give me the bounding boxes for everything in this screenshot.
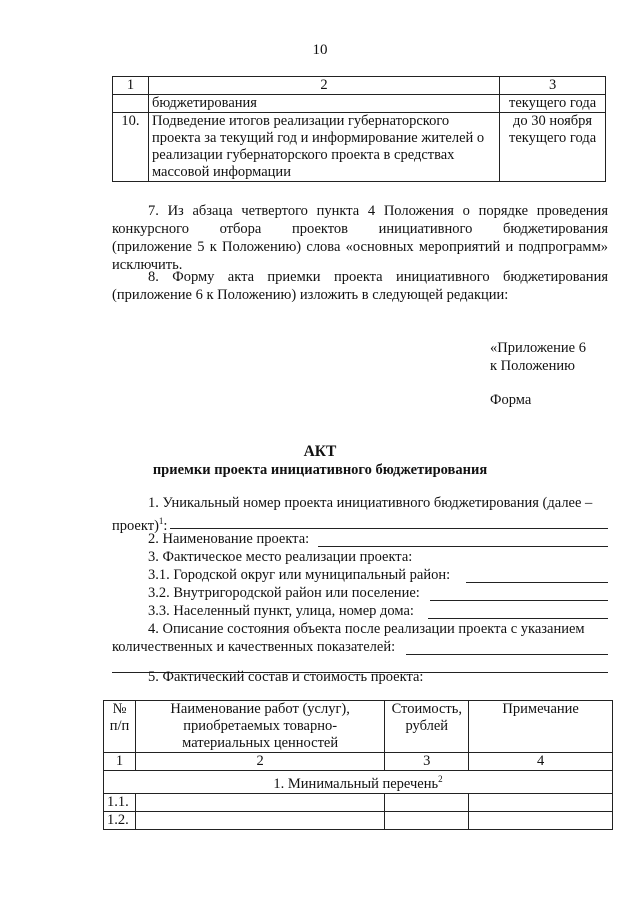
paragraph-line: (приложение 5 к Положению) слова «основных мероприятий и подпрограмм» [112,239,608,255]
row-text-line: массовой информации [151,164,291,180]
field-1-underline[interactable] [170,528,608,529]
header-line: № [112,701,127,717]
row-text-line: бюджетирования [151,95,257,111]
appendix-label: к Положению [490,358,575,374]
header-line: приобретаемых товарно- [183,718,338,734]
row-number: 10. [113,113,149,182]
field-1-text: проект) [112,517,159,534]
header-line: п/п [109,718,130,734]
row-number: 1.2. [104,811,136,829]
paragraph-line: конкурсного отбора проектов инициативного бюджетирования [112,221,608,237]
field-31-label: 3.1. Городской округ или муниципальный район: [148,567,451,583]
footnote-ref: 1 [158,516,164,526]
index-cell: 3 [385,753,469,771]
row-cell[interactable] [385,793,469,811]
col-header: 1 [113,77,149,95]
section-row [104,771,613,794]
field-2-label: 2. Наименование проекта: [148,531,310,547]
table-row [104,811,613,829]
col-header-note [469,701,613,753]
act-subtitle: приемки проекта инициативного бюджетирования [152,462,488,478]
col-header-num [104,701,136,753]
header-line: материальных ценностей [182,735,339,751]
field-32-underline[interactable] [430,600,608,601]
row-text-line: проекта за текущий год и информирование жителей о [151,130,485,146]
row-text [148,95,499,113]
field-4-underline[interactable] [406,654,608,655]
col-header-name [135,701,384,753]
row-term [500,113,606,182]
row-number: 1.1. [104,793,136,811]
page-number: 10 [312,42,328,58]
field-33-underline[interactable] [428,618,608,619]
row-term [500,95,606,113]
field-4-label: 4. Описание состояния объекта после реализации проекта с указанием [148,621,585,637]
table-header-row [113,77,606,95]
row-term-line: до 30 ноября [513,113,593,129]
row-text-line: реализации губернаторского проекта в средствах [151,147,455,163]
row-text-line: Подведение итогов реализации губернаторского [151,113,450,129]
section-heading [104,771,613,794]
field-32-label: 3.2. Внутригородской район или поселение: [148,585,420,601]
field-4-label-cont: количественных и качественных показателей: [112,639,396,655]
plan-table [112,76,606,182]
header-line: Примечание [502,701,579,717]
field-3-label: 3. Фактическое место реализации проекта: [148,549,413,565]
paragraph-7 [112,203,608,275]
row-term-line: текущего года [508,95,597,111]
header-line: Стоимость, [391,701,462,717]
table-row [104,793,613,811]
table-row [113,113,606,182]
table-header-row [104,701,613,753]
row-cell[interactable] [469,793,613,811]
col-header-cost [385,701,469,753]
field-1-label: 1. Уникальный номер проекта инициативного бюджетирования (далее – [148,495,593,511]
field-1-colon: : [163,517,168,534]
index-cell: 1 [104,753,136,771]
paragraph-8 [112,269,608,305]
form-label: Форма [490,392,532,408]
cost-table [103,700,613,830]
paragraph-line: (приложение 6 к Положению) изложить в следующей редакции: [112,287,509,303]
paragraph-line: исключить. [112,257,183,273]
field-33-label: 3.3. Населенный пункт, улица, номер дома: [148,603,414,619]
section-text: 1. Минимальный перечень [273,775,439,792]
row-text [148,113,499,182]
paragraph-line: 7. Из абзаца четвертого пункта 4 Положения о порядке проведения [148,203,608,219]
row-cell[interactable] [135,811,384,829]
paragraph-line: 8. Форму акта приемки проекта инициативного бюджетирования [148,269,608,285]
header-line: Наименование работ (услуг), [170,701,350,717]
appendix-label: «Приложение 6 [490,340,586,356]
index-cell: 2 [135,753,384,771]
field-2-underline[interactable] [318,546,608,547]
row-cell[interactable] [385,811,469,829]
index-cell: 4 [469,753,613,771]
field-31-underline[interactable] [466,582,608,583]
header-line: рублей [405,718,449,734]
col-header: 3 [500,77,606,95]
act-title: АКТ [303,443,337,460]
col-header: 2 [148,77,499,95]
table-row [113,95,606,113]
row-cell[interactable] [469,811,613,829]
row-term-line: текущего года [508,130,597,146]
footnote-ref: 2 [438,774,443,784]
field-5-label: 5. Фактический состав и стоимость проекта: [148,669,424,685]
row-number [113,95,149,113]
row-cell[interactable] [135,793,384,811]
table-index-row [104,753,613,771]
